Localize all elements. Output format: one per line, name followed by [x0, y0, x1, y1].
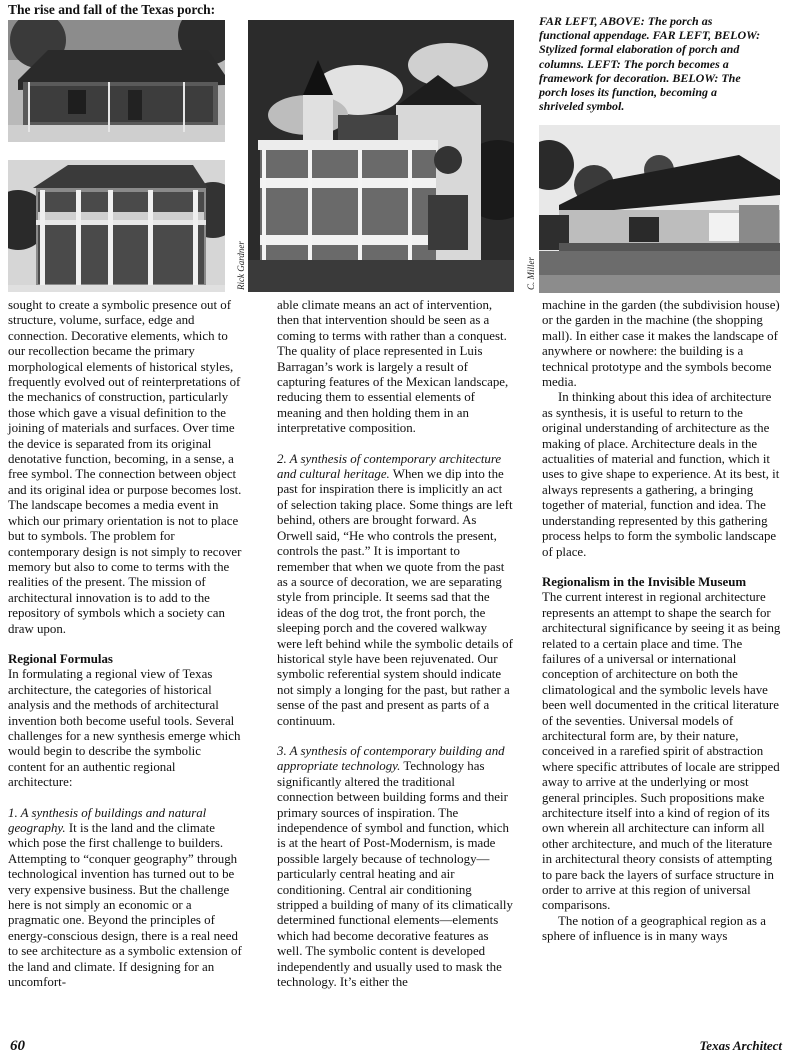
- magazine-name: Texas Architect: [699, 1038, 782, 1053]
- paragraph: In thinking about this idea of architecture as synthesis, it is useful to return to the original understanding of architecture as the making of place. Architecture deals in the actualities of material and function, which it uses to give shape to experience. At its best, it always represents a gathering, a bringing together of material, function and idea. The understanding represented by this gathering process helps to form the symbolic landscape of place.: [542, 390, 780, 559]
- list-item: [8, 806, 242, 991]
- list-item: [277, 744, 513, 991]
- list-item-text: It is the land and the climate which pose the first challenge to builders. Attempting to “conquer geography” through technological invention has turned out to be very expensive business. But the challenge here is not simply an economic or a pragmatic one. Beyond the principles of energy-conscious design, there is a real need to see architecture as a symbolic extension of the land and climate. If designing for an uncomfort-: [8, 821, 242, 990]
- list-item-text: When we dip into the past for inspiration there is implicitly an act of selection taking place. Some things are left behind, others are brought forward. As Orwell said, “He who controls the present, controls the past.” It is important to remember that when we quote from the past as a source of decoration, we are separating style from principle. It seems sad that the ideas of the dog trot, the front porch, the sleeping porch and the covered walkway were left behind while the symbolic details of historical style have been rejuvenated. Our symbolic referential system should indicate not simply a longing for the past, but rather a sense of the past and present as parts of a continuum.: [277, 467, 513, 728]
- paragraph: able climate means an act of intervention, then that intervention should be seen as a coming to terms with rather than a conquest. The quality of place represented in Luis Barragan’s work is largely a result of capturing features of the Mexican landscape, reducing them to essential elements of meaning and then holding them in an interpretative composition.: [277, 298, 509, 436]
- list-item-label: 1. A synthesis of buildings and natural geography.: [8, 805, 207, 835]
- list-item-text: Technology has significantly altered the traditional connection between building forms and their primary sources of inspiration. The independence of symbol and function, which is at the heart of Post-Modernism, is made possible largely because of technology—particularly central heating and air conditioning. Central air conditioning stripped a building of many of its climatically determined functional elements—elements which had become decorative features as well. The symbolic content is developed independently and usually used to mask the technology. It’s either the: [277, 759, 513, 990]
- article-column-1: [8, 298, 242, 990]
- dogtrot-house-photo: [8, 20, 225, 142]
- victorian-house-photo: [248, 20, 514, 292]
- section-heading: Regionalism in the Invisible Museum: [542, 574, 747, 589]
- list-item: [277, 452, 513, 729]
- paragraph: The notion of a geographical region as a sphere of influence is in many ways: [542, 913, 766, 944]
- caption-title: The rise and fall of the Texas porch:: [8, 2, 216, 17]
- list-item-label: 3. A synthesis of contemporary building and appropriate technology.: [277, 743, 505, 774]
- ranch-house-photo: [539, 125, 780, 293]
- page-number: 60: [10, 1038, 25, 1054]
- photo-credit: Rick Gardner: [236, 241, 246, 290]
- photo-caption: FAR LEFT, ABOVE: The porch as functional appendage. FAR LEFT, BELOW: Stylized formal elaboration of porch and columns. LEFT: The porch becomes a framework for decoration. BELOW: The porch loses its function, becoming a shriveled symbol.: [539, 14, 761, 114]
- paragraph: In formulating a regional view of Texas architecture, the categories of historical analysis and the methods of architectural invention both become useful tools. Several challenges for a new synthesis emerge which would begin to describe the symbolic content for an authentic regional architecture:: [8, 667, 241, 790]
- article-column-2: [277, 298, 513, 990]
- section-heading: Regional Formulas: [8, 651, 113, 666]
- two-story-porch-house-photo: [8, 160, 225, 292]
- paragraph: The current interest in regional architecture represents an attempt to shape the search for architectural significance by seeing it as being related to a certain place and time. The failures of a universal or international conception of architecture on both the climatological and the symbolic levels have been well documented in the critical literature of the seventies. Universal models of architectural form are, by their nature, conceived in a rarefied spirit of abstraction where specific attributes of locale are stripped away to arrive at the underlying or most general principles. Such propositions make architecture itself into a kind of region of its own wherein all architecture can inform all other architecture, and much of the literature in architectural theory consists of attempting to pare back the layers of surface structure in order to arrive at this region of universal comparisons.: [542, 590, 781, 913]
- paragraph: sought to create a symbolic presence out of structure, volume, surface, edge and connection. Decorative elements, which to our recollection became the primary morphological elements of historical styles, frequently evolved out of reinterpretations of the mechanics of construction, particularly those which gave a visual definition to the joining of materials and surfaces. Over time the device is separated from its original denotative function, becoming, in a sense, a free symbol. The connection between object and its original idea or purpose becomes lost. The landscape becomes a media event in which our primary orientation is not to place but to symbols. The problem for contemporary design is not simply to recover memory but also to come to terms with the realities of the present. The mission of architectural innovation is to add to the repository of symbols which a society can draw upon.: [8, 298, 242, 636]
- paragraph: machine in the garden (the subdivision house) or the garden in the machine (the shopping mall). In either case it makes the landscape of anywhere or nowhere: the building is a technical prototype and the symbols become media.: [542, 298, 780, 390]
- photo-credit: C. Miller: [526, 257, 536, 290]
- article-column-3: [542, 298, 782, 945]
- list-item-label: 2. A synthesis of contemporary architecture and cultural heritage.: [277, 451, 502, 482]
